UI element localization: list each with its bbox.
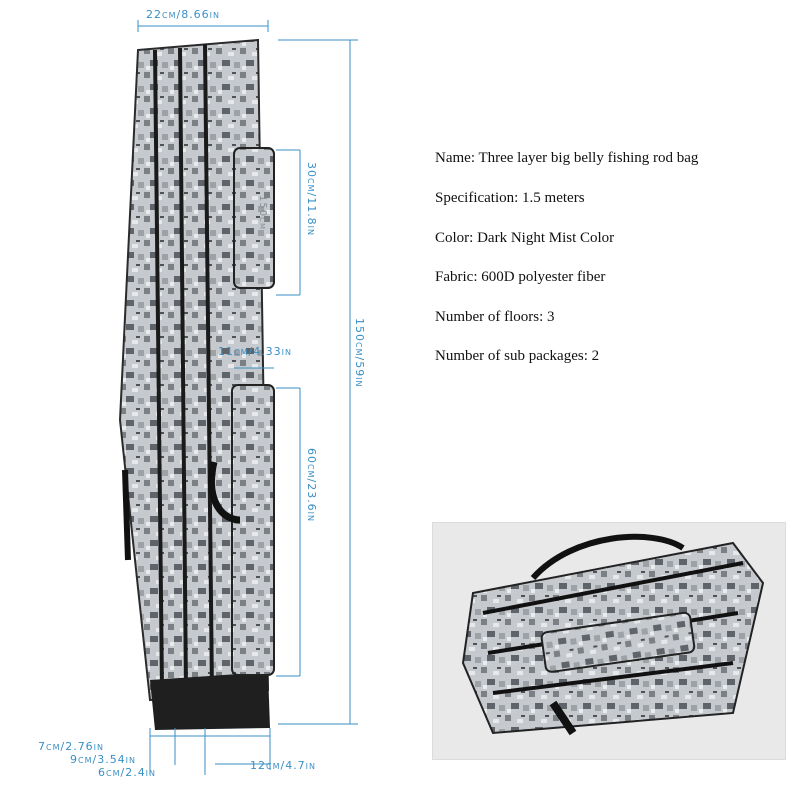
dim-pocket-upper: 30cm/11.8in bbox=[305, 162, 318, 237]
pocket-upper-print: 150cm bbox=[257, 195, 268, 231]
dim-pocket-lower: 60cm/23.6in bbox=[305, 448, 318, 523]
spec-name: Name: Three layer big belly fishing rod bag bbox=[435, 150, 699, 166]
spec-sub-packages: Number of sub packages: 2 bbox=[435, 348, 600, 364]
dim-layer-2: 9cm/3.54in bbox=[70, 753, 137, 766]
rod-bag-main bbox=[120, 40, 274, 730]
product-photo bbox=[432, 522, 786, 760]
spec-color: Color: Dark Night Mist Color bbox=[435, 230, 615, 246]
dim-layer-3: 6cm/2.4in bbox=[98, 766, 157, 779]
spec-fabric: Fabric: 600D polyester fiber bbox=[435, 269, 606, 285]
dim-pocket-lower-width: 11cm/4.33in bbox=[218, 345, 293, 358]
dim-layer-1: 7cm/2.76in bbox=[38, 740, 105, 753]
spec-specification: Specification: 1.5 meters bbox=[435, 190, 585, 206]
dim-width-top: 22cm/8.66in bbox=[146, 8, 221, 21]
dim-total-length: 150cm/59in bbox=[353, 318, 366, 388]
folded-bag-illustration bbox=[433, 523, 785, 759]
dim-bottom-width: 12cm/4.7in bbox=[250, 759, 317, 772]
spec-floors: Number of floors: 3 bbox=[435, 309, 555, 325]
